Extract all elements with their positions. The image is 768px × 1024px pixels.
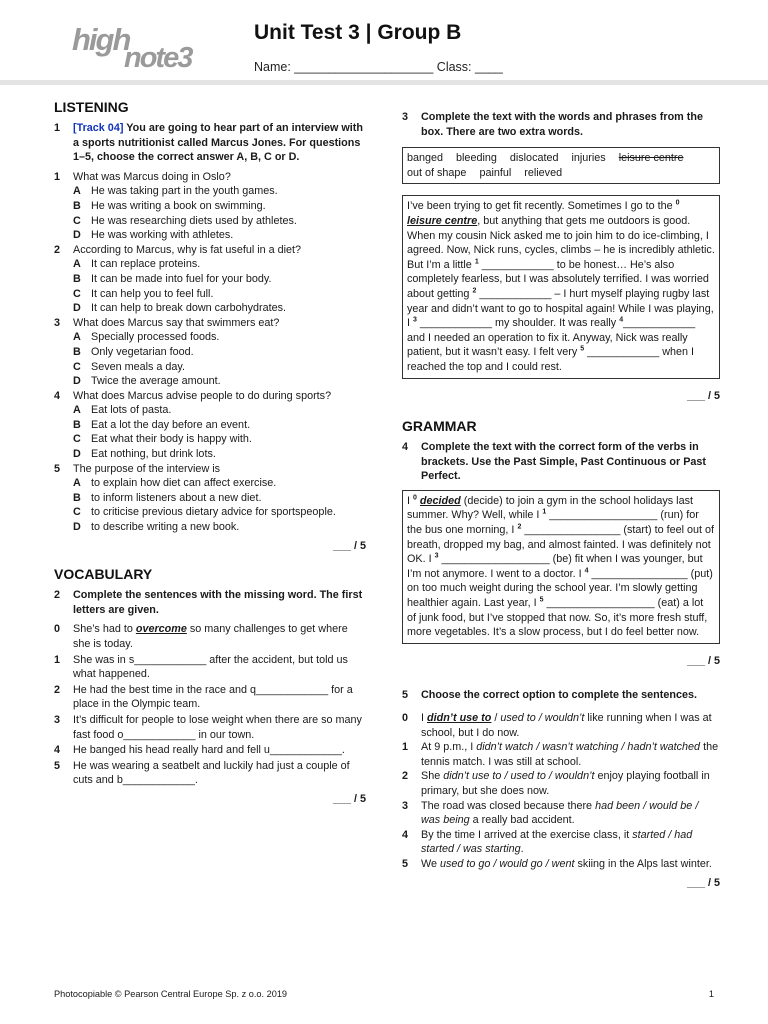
left-column [54, 98, 366, 807]
item-text: I [421, 712, 427, 724]
option-letter: C [73, 360, 81, 373]
item-text: a really bad accident. [469, 814, 575, 827]
word-box [402, 147, 720, 184]
logo-text-note3: note3 [124, 42, 192, 74]
item-text: He was wearing a seatbelt and luckily had just a couple of cuts and b____________. [73, 759, 350, 787]
vocabulary-items [54, 653, 366, 788]
track-link[interactable]: [Track 04] [73, 122, 124, 134]
item-number: 4 [54, 744, 61, 757]
answer-option[interactable] [54, 505, 366, 520]
word-box-item: painful [479, 166, 512, 179]
ex5-item[interactable] [402, 740, 720, 769]
high-note-logo [70, 24, 210, 82]
logo-text-high: high [72, 22, 130, 57]
item-number: 4 [402, 828, 409, 841]
ex5-item[interactable] [402, 769, 720, 798]
name-class-row: Name: ____________________ Class: ____ [254, 60, 503, 74]
ex5-instruction: 5 Choose the correct option to complete the sentences. [402, 689, 697, 702]
option-text: Eat what their body is happy with. [91, 433, 252, 446]
vocabulary-example: 0 She’s had to overcome so many challenges to get where she is today. [54, 623, 348, 650]
option-text: Twice the average amount. [91, 375, 221, 388]
item-number: 5 [54, 759, 61, 772]
listening-score: ___ / 5 [332, 539, 366, 552]
ex5-item[interactable] [402, 711, 720, 740]
question-number: 5 [54, 462, 61, 475]
question-text: What does Marcus advise people to do during sports? [73, 389, 332, 402]
answer-option[interactable] [54, 287, 366, 302]
question [54, 170, 366, 185]
item-text: At 9 p.m., I [421, 741, 477, 754]
answer-option[interactable] [54, 257, 366, 272]
answer-option[interactable] [54, 330, 366, 345]
gap-2[interactable]: ____________ – I hurt myself playing rugby last year and didn’t want to go to hospital again! While I was playing, I [407, 287, 714, 330]
answer-option[interactable] [54, 360, 366, 375]
question [54, 316, 366, 331]
question [54, 389, 366, 404]
option-letter: B [73, 491, 81, 504]
option-letter: A [73, 477, 81, 490]
option-letter: B [73, 345, 81, 358]
item-text: the tennis match. I was still at school. [421, 741, 719, 768]
verb-gap-2[interactable]: ________________ (start) to feel out of breath, dropped my bag, and almost fainted. I was definitely not OK. I [407, 524, 715, 566]
answer-option[interactable] [54, 345, 366, 360]
item-text: By the time I arrived at the exercise class, it [421, 828, 633, 841]
answer-option[interactable] [54, 403, 366, 418]
option-text: Specially processed foods. [91, 331, 220, 344]
item-number: 1 [402, 741, 409, 754]
answer-option[interactable] [54, 184, 366, 199]
option-letter: D [73, 375, 81, 388]
ex5-score: ___ / 5 [686, 876, 720, 889]
ex4-example-answer: decided [419, 494, 461, 507]
option-text: He was writing a book on swimming. [91, 199, 266, 212]
question-text: The purpose of the interview is [73, 462, 221, 475]
ex5-item[interactable] [402, 857, 720, 872]
option-letter: B [73, 199, 81, 212]
option-text: Eat lots of pasta. [91, 404, 172, 417]
option-text: He was researching diets used by athletes. [91, 214, 297, 227]
listening-heading: LISTENING [54, 99, 129, 115]
option-letter: D [73, 521, 81, 534]
option-letter: A [73, 404, 81, 417]
option-text: to inform listeners about a new diet. [91, 491, 262, 504]
question-number: 3 [54, 316, 61, 329]
word-box-item: banged [407, 152, 444, 165]
option-text: It can help you to feel full. [91, 287, 214, 300]
answer-option[interactable] [54, 199, 366, 214]
ex5-items [402, 711, 720, 872]
item-text: He banged his head really hard and fell u____________. [73, 744, 345, 757]
answer-option[interactable] [54, 447, 366, 462]
option-letter: D [73, 229, 81, 242]
option-text: It can be made into fuel for your body. [91, 272, 272, 285]
ex3-instruction: 3 Complete the text with the words and phrases from the box. There are two extra words. [402, 111, 703, 138]
item-number: 0 [402, 712, 409, 724]
ex3-score: ___ / 5 [686, 389, 720, 402]
answer-option[interactable] [54, 476, 366, 491]
question [54, 462, 366, 477]
item-text: . [520, 843, 524, 856]
answer-option[interactable] [54, 228, 366, 243]
options: used to / wouldn’t [500, 712, 585, 724]
option-letter: C [73, 214, 81, 227]
item-text: like running when I was at school, but I do now. [421, 712, 712, 739]
option-text: It can help to break down carbohydrates. [91, 302, 287, 315]
option-letter: A [73, 258, 81, 271]
ex3-text-box: I’ve been trying to get fit recently. Sometimes I go to the $^0$ leisure centre, but anything that gets me outdoors is good. When my cousin Nick asked me to join him to do ice-climbing, I agreed. Now, Nick runs, cycles, climbs – he is incredibly athletic. But I’m a little $^1$ ____________ to be honest… He’s also completely fearless, but I was absolutely terrified. I was worried about getting $^2$ ____________ – I hurt myself playing rugby last year and didn’t want to go to hospital again! While I was playing, I $^3$ ____________ my shoulder. It was really $^4$____________ and I needed an operation to fix it. Anyway, Nick was really patient, but it wasn’t easy. I felt very $^5$ ____________ when I reached the top and I could rest. [402, 195, 720, 378]
options[interactable]: started / had started / was starting [421, 828, 693, 856]
listening-questions [54, 170, 366, 535]
option-letter: A [73, 331, 81, 344]
separator: / [491, 712, 501, 724]
answer-option[interactable] [54, 520, 366, 535]
question-text: What does Marcus say that swimmers eat? [73, 316, 280, 329]
option-text: Eat nothing, but drink lots. [91, 448, 216, 461]
option-text: Only vegetarian food. [91, 345, 194, 358]
word-box-item: out of shape [407, 166, 467, 179]
ex5-item[interactable] [402, 799, 720, 828]
gap-1[interactable]: ____________ to be honest… He’s also completely fearless, but I was absolutely terrified. I was worried about getting [407, 258, 709, 300]
word-box-item: relieved [524, 166, 563, 179]
item-number: 2 [54, 683, 61, 696]
verb-gap-1[interactable]: __________________ (run) for the bus one morning, I [407, 509, 699, 537]
answer-option[interactable] [54, 374, 366, 389]
copyright-text: Photocopiable © Pearson Central Europe Sp. z o.o. 2019 [54, 989, 288, 999]
word-box-item: bleeding [456, 152, 497, 165]
options[interactable]: didn’t use to / used to / wouldn’t [443, 770, 595, 783]
option-letter: A [73, 185, 81, 198]
vocabulary-item[interactable] [54, 743, 366, 758]
option-text: Seven meals a day. [91, 360, 186, 373]
vocabulary-item[interactable] [54, 759, 366, 788]
word-box-item: leisure centre [618, 152, 684, 165]
question-text: According to Marcus, why is fat useful in a diet? [73, 243, 302, 256]
page-footer [54, 988, 714, 1000]
question-text: What was Marcus doing in Oslo? [73, 170, 231, 183]
item-text: She [421, 770, 444, 783]
page-number: 1 [708, 989, 714, 999]
option-letter: C [73, 433, 81, 446]
question-number: 2 [54, 243, 61, 256]
answer-option[interactable] [54, 418, 366, 433]
right-column [402, 110, 720, 890]
answer-option[interactable] [54, 214, 366, 229]
options[interactable]: didn’t watch / wasn’t watching / hadn’t watched [476, 741, 701, 754]
option-text: It can replace proteins. [91, 258, 201, 271]
option-letter: C [73, 506, 81, 519]
verb-gap-5[interactable]: __________________ (eat) a lot of junk food, but I’ve stopped that now. So, it’s more fresh stuff, more vegetables. It’s a slow process, but I do feel better now. [407, 597, 708, 639]
item-text: The road was closed because there [421, 799, 596, 812]
option-letter: B [73, 418, 81, 431]
option-text: to describe writing a new book. [91, 521, 240, 534]
option-text: to criticise previous dietary advice for sportspeople. [91, 506, 336, 519]
question-number: 4 [54, 389, 61, 402]
grammar-heading: GRAMMAR [402, 418, 477, 435]
option-text: to explain how diet can affect exercise. [91, 477, 277, 490]
gap-3[interactable]: ____________ my shoulder. It was really [416, 317, 620, 330]
word-box-item: dislocated [509, 152, 559, 165]
gap-5[interactable]: ____________ when I reached the top and I could rest. [407, 346, 695, 373]
vocabulary-item[interactable] [54, 683, 366, 712]
listening-instruction: 1 [Track 04] You are going to hear part of an interview with a sports nutritionist called Marcus Jones. For questions 1–5, choose the correct answer A, B, C or D. [54, 122, 363, 164]
item-text: It’s difficult for people to lose weight when there are so many fast food o____________ in our town. [73, 713, 362, 741]
question [54, 243, 366, 258]
example-answer: didn’t use to [427, 712, 492, 724]
option-text: He was working with athletes. [91, 229, 234, 242]
answer-option[interactable] [54, 432, 366, 447]
vocabulary-score: ___ / 5 [332, 792, 366, 805]
answer-option[interactable] [54, 272, 366, 287]
item-number: 5 [402, 857, 409, 870]
gap-4[interactable]: ____________ and I needed an operation to fix it. Anyway, Nick was really patient, but it wasn’t easy. I felt very [407, 317, 696, 359]
option-letter: B [73, 272, 81, 285]
item-number: 1 [54, 653, 61, 666]
item-text: He had the best time in the race and q____________ for a place in the Olympic team. [73, 683, 353, 711]
vocabulary-heading: VOCABULARY [54, 566, 153, 583]
page-header [0, 0, 768, 88]
item-text: enjoy playing football in primary, but she does now. [421, 770, 710, 797]
item-text: skiing in the Alps last winter. [574, 857, 712, 870]
option-letter: D [73, 448, 81, 461]
answer-option[interactable] [54, 491, 366, 506]
option-letter: D [73, 302, 81, 315]
options[interactable]: had been / would be / was being [421, 799, 699, 827]
item-text: She was in s____________ after the accident, but told us what happened. [73, 653, 348, 681]
options[interactable]: used to go / would go / went [440, 857, 575, 870]
ex4-instruction: 4 Complete the text with the correct form of the verbs in brackets. Use the Past Simple, Past Continuous or Past Perfect. [402, 441, 706, 483]
word-box-item: injuries [571, 152, 606, 165]
example-answer: overcome [135, 623, 187, 636]
option-text: He was taking part in the youth games. [91, 185, 278, 198]
ex5-item[interactable] [402, 828, 720, 857]
item-number: 2 [402, 770, 409, 783]
question-number: 1 [54, 170, 61, 183]
item-text: We [421, 857, 440, 870]
vocabulary-instruction: 2 Complete the sentences with the missing word. The first letters are given. [54, 589, 363, 616]
vocabulary-item[interactable] [54, 653, 366, 682]
ex3-example-answer: leisure centre [407, 214, 478, 227]
verb-gap-4[interactable]: ________________ (put) on too much weight during the school year. I’m slowly getting healthier again. Last year, I [407, 567, 713, 610]
option-letter: C [73, 287, 81, 300]
ex4-text-box: I $^0$ decided (decide) to join a gym in the school holidays last summer. Why? Well, while I $^1$ __________________ (run) for the bus one morning, I $^2$ ________________ (start) to feel out of breath, dropped my bag, and almost fainted. I was definitely not OK. I $^3$ __________________ (be) fit when I was younger, but I’m not anymore. I went to a doctor. I $^4$ ________________ (put) on too much weight during the school year. I’m slowly getting healthier again. Last year, I $^5$ __________________ (eat) a lot of junk food, but I’ve stopped that now. So, it’s more fresh stuff, more vegetables. It’s a slow process, but I do feel better now. [402, 490, 720, 644]
option-text: Eat a lot the day before an event. [91, 418, 251, 431]
item-number: 3 [402, 799, 409, 812]
page-title: Unit Test 3 | Group B [254, 21, 462, 44]
ex4-score: ___ / 5 [686, 654, 720, 667]
verb-gap-3[interactable]: __________________ (be) fit when I was younger, but I’m not anymore. I went to a doctor. I [407, 553, 703, 580]
answer-option[interactable] [54, 301, 366, 316]
item-number: 3 [54, 713, 61, 726]
vocabulary-item[interactable] [54, 713, 366, 742]
